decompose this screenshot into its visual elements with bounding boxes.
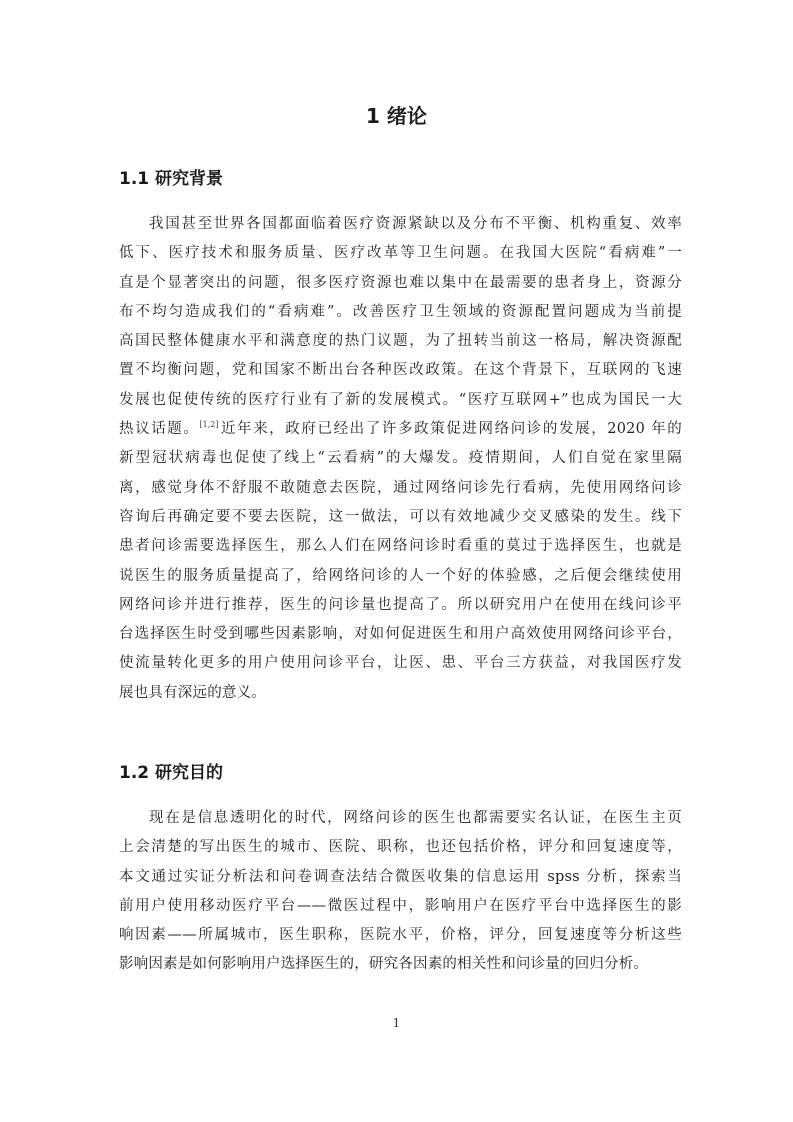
text-line: 网络问诊并进行推荐，医生的问诊量也提高了。所以研究用户在使用在线问诊平 <box>119 596 682 613</box>
page-number: 1 <box>392 1016 401 1030</box>
text-line: 离，感觉身体不舒服不敢随意去医院，通过网络问诊先行看病，先使用网络问诊 <box>119 479 682 496</box>
text-line: 低下、医疗技术和服务质量、医疗改革等卫生问题。在我国大医院“看病难”一 <box>119 245 682 262</box>
section-heading-background: 1.1 研究背景 <box>119 169 224 189</box>
text-line: 患者问诊需要选择医生，那么人们在网络问诊时看重的莫过于选择医生，也就是 <box>119 538 682 555</box>
text-line: 发展也促使传统的医疗行业有了新的发展模式。“医疗互联网+”也成为国民一大 <box>119 391 682 408</box>
text-line: 影响因素是如何影响用户选择医生的，研究各因素的相关性和问诊量的回归分析。 <box>119 956 649 973</box>
text-line: 高国民整体健康水平和满意度的热门议题，为了扭转当前这一格局，解决资源配 <box>119 333 682 350</box>
text-line: 现在是信息透明化的时代，网络问诊的医生也都需要实名认证，在医生主页 <box>149 810 682 826</box>
text-line: 展也具有深远的意义。 <box>119 684 266 701</box>
text-line: 前用户使用移动医疗平台——微医过程中，影响用户在医疗平台中选择医生的影 <box>119 897 682 914</box>
citation-reference: [1,2] <box>199 420 219 430</box>
paragraph-purpose <box>119 804 682 980</box>
text-segment: 近年来，政府已经出了许多政策促进网络问诊的发展，2020 年的 <box>219 421 683 438</box>
text-line: 新型冠状病毒也促使了线上“云看病”的大爆发。疫情期间，人们自觉在家里隔 <box>119 450 682 467</box>
text-line: 说医生的服务质量提高了，给网络问诊的人一个好的体验感，之后便会继续使用 <box>119 567 682 584</box>
text-line: 置不均衡问题，党和国家不断出台各种医改政策。在这个背景下，互联网的飞速 <box>119 362 682 379</box>
text-line-with-citation <box>119 415 682 444</box>
text-line: 直是个显著突出的问题，很多医疗资源也难以集中在最需要的患者身上，资源分 <box>119 274 682 291</box>
text-line: 台选择医生时受到哪些因素影响，对如何促进医生和用户高效使用网络问诊平台， <box>119 626 682 643</box>
text-line: 上会清楚的写出医生的城市、医院、职称，也还包括价格，评分和回复速度等， <box>119 839 682 856</box>
text-line: 布不均匀造成我们的“看病难”。改善医疗卫生领域的资源配置问题成为当前提 <box>119 303 682 320</box>
paragraph-background <box>119 210 682 708</box>
text-line: 咨询后再确定要不要去医院，这一做法，可以有效地减少交叉感染的发生。线下 <box>119 508 682 525</box>
text-line: 使流量转化更多的用户使用问诊平台，让医、患、平台三方获益，对我国医疗发 <box>119 655 682 672</box>
text-line: 响因素——所属城市，医生职称，医院水平，价格，评分，回复速度等分析这些 <box>119 927 682 944</box>
chapter-title: 1 绪论 <box>366 104 427 128</box>
text-segment: 热议话题。 <box>119 421 200 438</box>
text-line: 我国甚至世界各国都面临着医疗资源紧缺以及分布不平衡、机构重复、效率 <box>149 216 682 232</box>
text-line: 本文通过实证分析法和问卷调查法结合微医收集的信息运用 spss 分析，探索当 <box>119 868 682 885</box>
section-heading-purpose: 1.2 研究目的 <box>119 763 224 783</box>
